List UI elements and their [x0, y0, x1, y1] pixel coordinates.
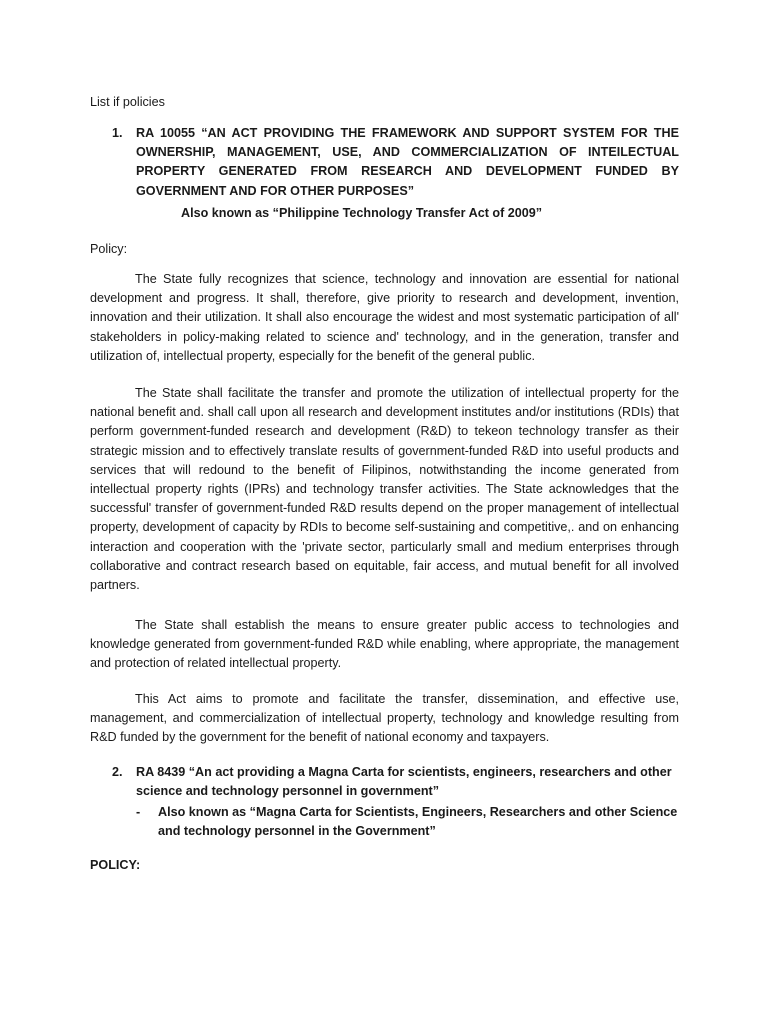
item-2-number: 2.	[112, 765, 123, 779]
policy-paragraph-1: The State fully recognizes that science, technology and innovation are essential for national development and progress. It shall, therefore, give priority to research and development, invention, innovation and their utilization. It shall also encourage the widest and most systematic participation of all' stakeholders in policy-making related to science and' technology, and in the generation, transfer and utilization of, intellectual property, especially for the benefit of the general public.	[90, 272, 679, 363]
policy-paragraph-2: The State shall facilitate the transfer and promote the utilization of intellectual property for the national benefit and. shall call upon all research and development institutes and/or institutions (RDIs) that perform government-funded research and development (R&D) to tekeon technology transfer as their strategic mission and to effectively translate results of government-funded R&D into useful products and services that will redound to the benefit of Filipinos, notwithstanding the income generated from intellectual property rights (IPRs) and technology transfer activities. The State acknowledges that the successful' transfer of government-funded R&D results depend on the proper management of intellectual property, development of capacity by RDIs to become self-sustaining and competitive,. and on enhancing interaction and cooperation with the 'private sector, particularly small and medium enterprises through collaborative and contract research based on equitable, fair access, and mutual benefit for all involved partners.	[90, 386, 679, 593]
item-1-number: 1.	[112, 126, 123, 140]
item-2-dash-bullet: -	[136, 805, 141, 819]
item-1-title: RA 10055 “AN ACT PROVIDING THE FRAMEWORK AND SUPPORT SYSTEM FOR THE OWNERSHIP, MANAGEMENT, USE, AND COMMERCIALIZATION OF INTEILECTUAL PROPERTY GENERATED FROM RESEARCH AND DEVELOPMENT FUNDED BY GOVERNMENT AND FOR OTHER PURPOSES”	[136, 126, 679, 198]
policy-label: Policy:	[90, 242, 128, 256]
item-2-title: RA 8439 “An act providing a Magna Carta for scientists, engineers, researchers and other science and technology personnel in government”	[136, 765, 672, 799]
policy-paragraph-4: This Act aims to promote and facilitate the transfer, dissemination, and effective use, management, and commercialization of intellectual property, technology and knowledge resulting from R&D funded by the government for the benefit of national economy and taxpayers.	[90, 692, 679, 745]
policy-paragraph-3: The State shall establish the means to ensure greater public access to technologies and knowledge generated from government-funded R&D while enabling, where appropriate, the management and protection of related intellectual property.	[90, 618, 679, 671]
policy-2-label: POLICY:	[90, 858, 141, 872]
item-1-also-known-as: Also known as “Philippine Technology Transfer Act of 2009”	[181, 206, 543, 220]
list-title: List if policies	[90, 95, 165, 109]
item-2-also-known-as: Also known as “Magna Carta for Scientists, Engineers, Researchers and other Science and technology personnel in the Government”	[158, 805, 678, 839]
